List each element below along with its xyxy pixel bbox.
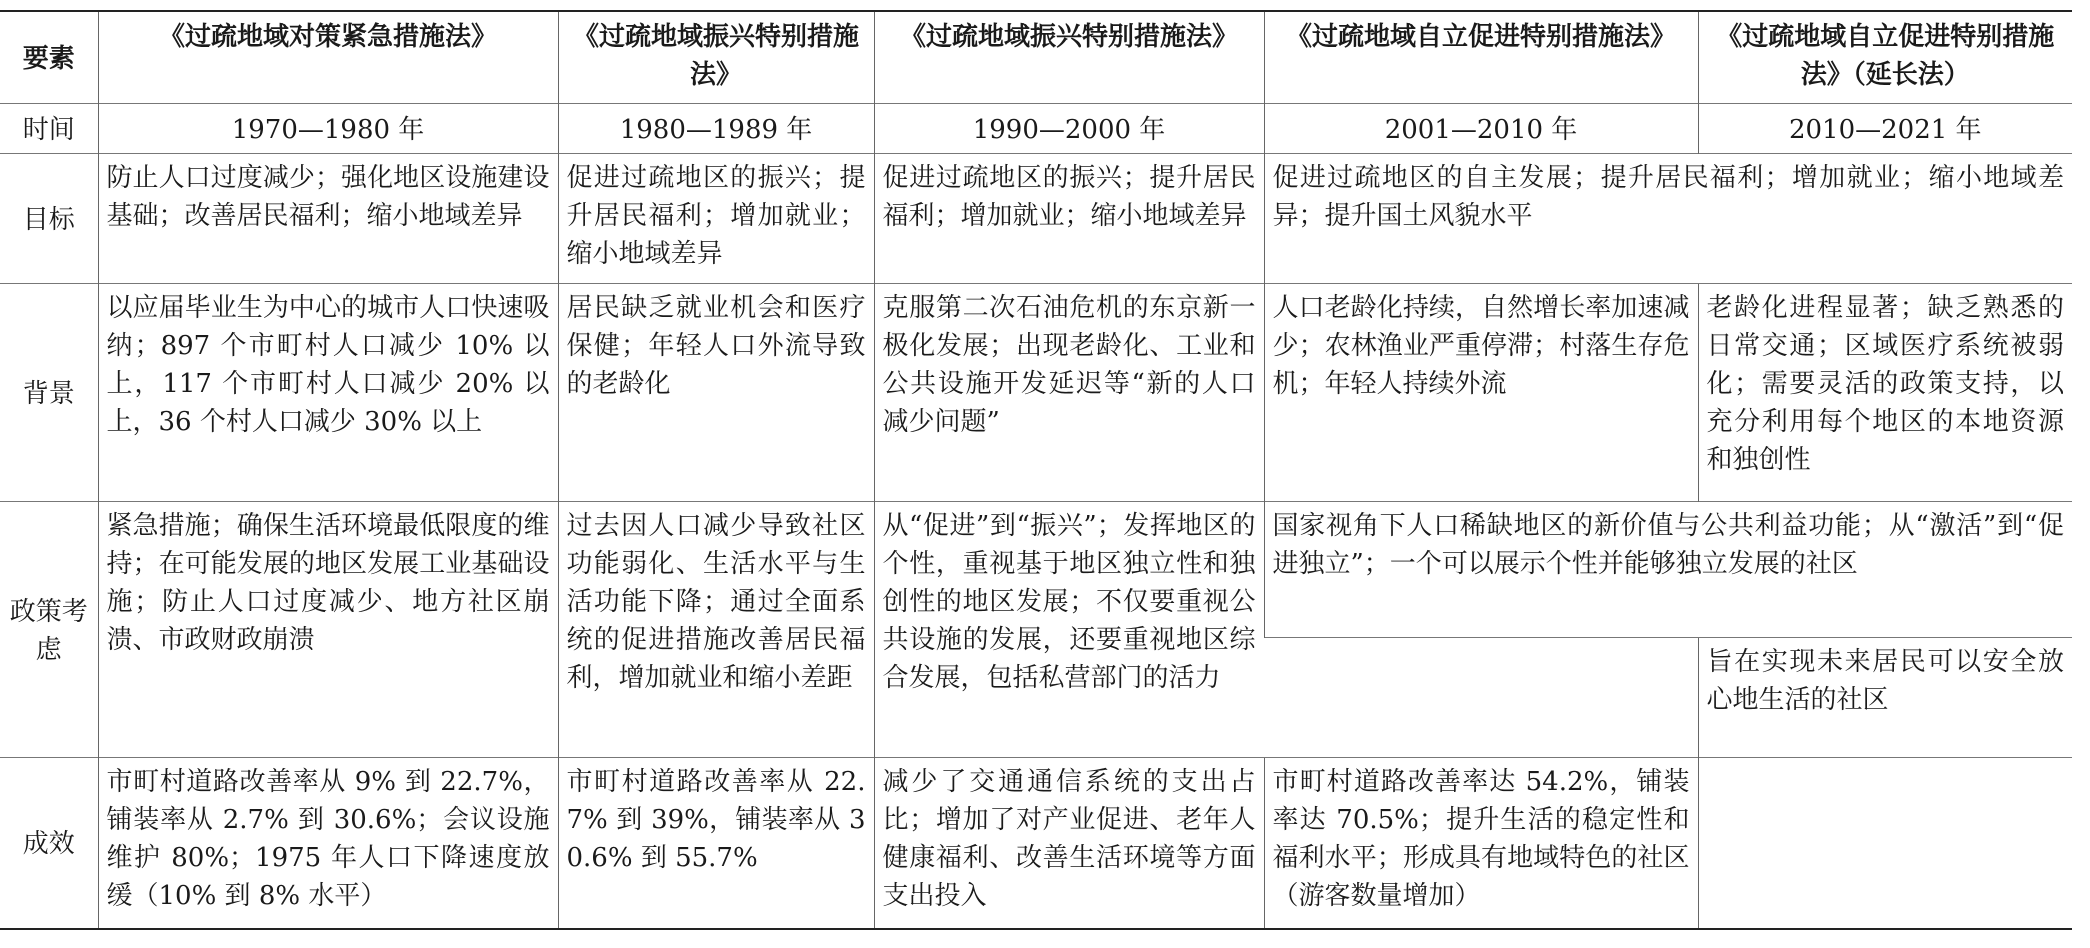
- result-cell-1: 市町村道路改善率从 9% 到 22.7%，铺装率从 2.7% 到 30.6%；会议设施维护 80%；1975 年人口下降速度放缓（10% 到 8% 水平）: [98, 757, 558, 929]
- result-cell-5: [1698, 757, 2072, 929]
- result-cell-3: 减少了交通通信系统的支出占比；增加了对产业促进、老年人健康福利、改善生活环境等方面支出投入: [874, 757, 1264, 929]
- background-label: 背景: [0, 283, 98, 501]
- background-cell-2: 居民缺乏就业机会和医疗保健；年轻人口外流导致的老龄化: [558, 283, 874, 501]
- header-law-1980: 《过疏地域振兴特别措施法》: [558, 11, 874, 103]
- goal-cell-3: 促进过疏地区的振兴；提升居民福利；增加就业；缩小地域差异: [874, 153, 1264, 283]
- policy-cell-2: 过去因人口减少导致社区功能弱化、生活水平与生活功能下降；通过全面系统的促进措施改善居民福利，增加就业和缩小差距: [558, 501, 874, 757]
- background-cell-3: 克服第二次石油危机的东京新一极化发展；出现老龄化、工业和公共设施开发延迟等“新的人口减少问题”: [874, 283, 1264, 501]
- header-element: 要素: [0, 11, 98, 103]
- result-label: 成效: [0, 757, 98, 929]
- background-cell-5: 老龄化进程显著；缺乏熟悉的日常交通；区域医疗系统被弱化；需要灵活的政策支持，以充分利用每个地区的本地资源和独创性: [1698, 283, 2072, 501]
- policy-cell-4-5: 国家视角下人口稀缺地区的新价值与公共利益功能；从“激活”到“促进独立”；一个可以展示个性并能够独立发展的社区: [1264, 501, 2072, 637]
- result-row: [0, 757, 2072, 929]
- header-row: [0, 11, 2072, 103]
- background-cell-4: 人口老龄化持续，自然增长率加速减少；农林渔业严重停滞；村落生存危机；年轻人持续外流: [1264, 283, 1698, 501]
- goal-cell-4-5: 促进过疏地区的自主发展；提升居民福利；增加就业；缩小地域差异；提升国土风貌水平: [1264, 153, 2072, 283]
- goal-cell-1: 防止人口过度减少；强化地区设施建设基础；改善居民福利；缩小地域差异: [98, 153, 558, 283]
- policy-cell-5-extra: 旨在实现未来居民可以安全放心地生活的社区: [1698, 637, 2072, 757]
- result-cell-2: 市町村道路改善率从 22.7% 到 39%，铺装率从 30.6% 到 55.7%: [558, 757, 874, 929]
- goal-row: [0, 153, 2072, 283]
- time-cell-4: 2001—2010 年: [1264, 103, 1698, 153]
- time-label: 时间: [0, 103, 98, 153]
- time-cell-1: 1970—1980 年: [98, 103, 558, 153]
- background-cell-1: 以应届毕业生为中心的城市人口快速吸纳；897 个市町村人口减少 10% 以上，117 个市町村人口减少 20% 以上，36 个村人口减少 30% 以上: [98, 283, 558, 501]
- goal-label: 目标: [0, 153, 98, 283]
- goal-cell-2: 促进过疏地区的振兴；提升居民福利；增加就业；缩小地域差异: [558, 153, 874, 283]
- policy-comparison-table: [0, 10, 2072, 930]
- header-law-1990: 《过疏地域振兴特别措施法》: [874, 11, 1264, 103]
- time-cell-2: 1980—1989 年: [558, 103, 874, 153]
- policy-row: [0, 501, 2072, 637]
- policy-cell-1: 紧急措施；确保生活环境最低限度的维持；在可能发展的地区发展工业基础设施；防止人口过度减少、地方社区崩溃、市政财政崩溃: [98, 501, 558, 757]
- result-cell-4: 市町村道路改善率达 54.2%，铺装率达 70.5%；提升生活的稳定性和福利水平；形成具有地域特色的社区（游客数量增加）: [1264, 757, 1698, 929]
- time-cell-3: 1990—2000 年: [874, 103, 1264, 153]
- time-row: [0, 103, 2072, 153]
- policy-cell-4-empty: [1264, 637, 1698, 757]
- header-law-2001: 《过疏地域自立促进特别措施法》: [1264, 11, 1698, 103]
- header-law-1970: 《过疏地域对策紧急措施法》: [98, 11, 558, 103]
- background-row: [0, 283, 2072, 501]
- policy-table-container: [0, 10, 2072, 930]
- policy-label: 政策考虑: [0, 501, 98, 757]
- policy-cell-3: 从“促进”到“振兴”；发挥地区的个性，重视基于地区独立性和独创性的地区发展；不仅要重视公共设施的发展，还要重视地区综合发展，包括私营部门的活力: [874, 501, 1264, 757]
- time-cell-5: 2010—2021 年: [1698, 103, 2072, 153]
- header-law-2010: 《过疏地域自立促进特别措施法》（延长法）: [1698, 11, 2072, 103]
